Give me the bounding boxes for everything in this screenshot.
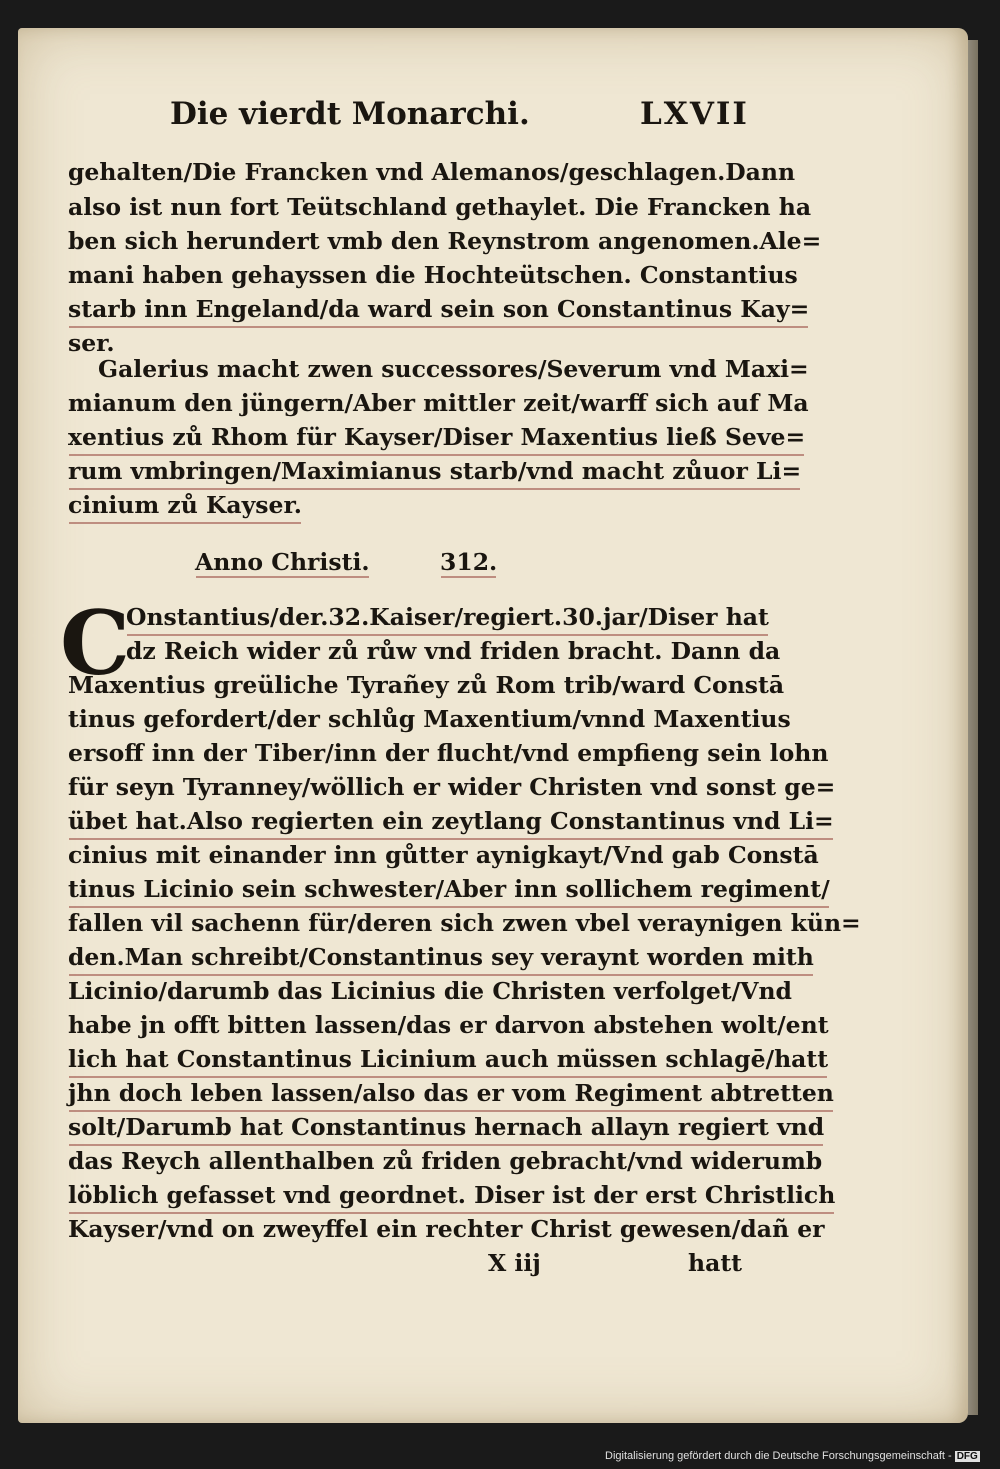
dfg-logo: DFG xyxy=(956,1451,978,1462)
running-title: Die vierdt Monarchi. xyxy=(170,96,530,132)
text-line: löblich gefasset vnd geordnet. Diser ist der erst Christlich xyxy=(68,1178,835,1212)
text-line: starb inn Engeland/da ward sein son Constantinus Kay= xyxy=(68,292,809,326)
folio-number: LXVII xyxy=(640,96,749,132)
text-line: ersoff inn der Tiber/inn der flucht/vnd empfieng sein lohn xyxy=(68,739,829,767)
text-line: also ist nun fort Teütschland gethaylet. Die Francken ha xyxy=(68,193,812,221)
text-line: übet hat.Also regierten ein zeytlang Constantinus vnd Li= xyxy=(68,804,834,838)
text-line: das Reych allenthalben zů friden gebracht/vnd widerumb xyxy=(68,1147,823,1175)
text-line: cinius mit einander inn gůtter aynigkayt/Vnd gab Constā xyxy=(68,841,819,869)
text-line: Galerius macht zwen successores/Severum vnd Maxi= xyxy=(98,355,809,383)
text-line: fallen vil sachenn für/deren sich zwen vbel veraynigen kün= xyxy=(68,909,861,937)
text-line: für seyn Tyranney/wöllich er wider Christen vnd sonst ge= xyxy=(68,773,836,801)
text-line: cinium zů Kayser. xyxy=(68,488,302,522)
text-line: jhn doch leben lassen/also das er vom Regiment abtretten xyxy=(68,1076,834,1110)
text-line: Maxentius greüliche Tyrañey zů Rom trib/ward Constā xyxy=(68,671,785,699)
digitization-credit xyxy=(605,1450,980,1462)
text-line: tinus Licinio sein schwester/Aber inn sollichem regiment/ xyxy=(68,872,830,906)
page-edge xyxy=(968,40,978,1415)
text-line: ben sich herundert vmb den Reynstrom angenomen.Ale= xyxy=(68,227,822,255)
text-line: dz Reich wider zů růw vnd friden bracht. Dann da xyxy=(126,637,781,665)
text-line: mianum den jüngern/Aber mittler zeit/warff sich auf Ma xyxy=(68,389,809,417)
signature-mark: X iij xyxy=(488,1249,541,1277)
text-line: mani haben gehayssen die Hochteütschen. Constantius xyxy=(68,261,798,289)
decorated-initial: C xyxy=(60,591,131,695)
text-line: Kayser/vnd on zweyffel ein rechter Christ gewesen/dañ er xyxy=(68,1215,825,1243)
anno-year: 312. xyxy=(440,548,498,576)
catchword: hatt xyxy=(688,1249,743,1277)
text-line: gehalten/Die Francken vnd Alemanos/geschlagen.Dann xyxy=(68,158,796,186)
text-line: rum vmbringen/Maximianus starb/vnd macht zůuor Li= xyxy=(68,454,801,488)
text-line: solt/Darumb hat Constantinus hernach allayn regiert vnd xyxy=(68,1110,824,1144)
text-line: den.Man schreibt/Constantinus sey veraynt worden mith xyxy=(68,940,814,974)
text-line: habe jn offt bitten lassen/das er darvon abstehen wolt/ent xyxy=(68,1011,829,1039)
text-line: Onstantius/der.32.Kaiser/regiert.30.jar/Diser hat xyxy=(126,600,769,634)
credit-text: Digitalisierung gefördert durch die Deutsche Forschungsgemeinschaft - xyxy=(605,1450,952,1462)
anno-heading: Anno Christi. xyxy=(195,548,370,576)
text-line: tinus gefordert/der schlůg Maxentium/vnnd Maxentius xyxy=(68,705,791,733)
text-line: lich hat Constantinus Licinium auch müssen schlagē/hatt xyxy=(68,1042,828,1076)
text-line: xentius zů Rhom für Kayser/Diser Maxentius ließ Seve= xyxy=(68,420,805,454)
text-line: ser. xyxy=(68,329,115,357)
text-line: Licinio/darumb das Licinius die Christen verfolget/Vnd xyxy=(68,977,792,1005)
